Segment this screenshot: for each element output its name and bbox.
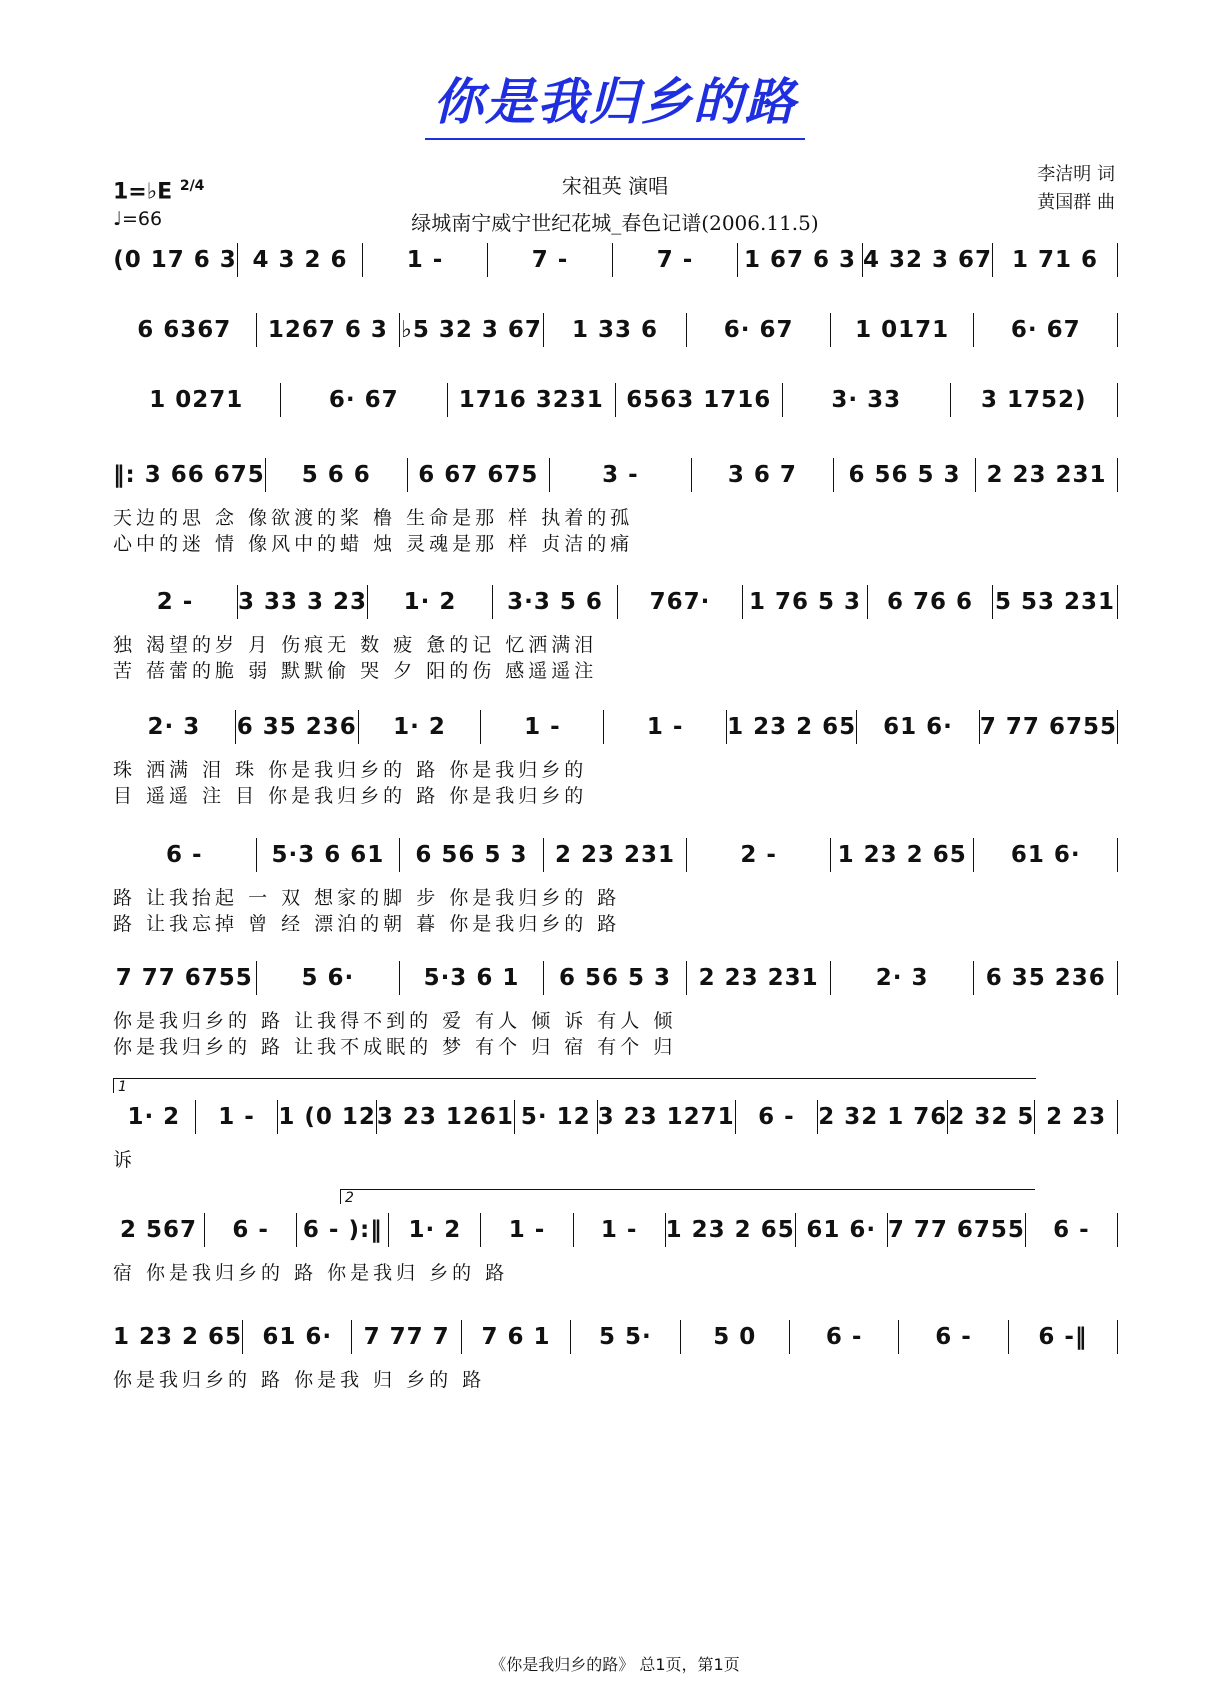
measure: 1 76 5 3: [743, 585, 868, 619]
measure: 6 56 5 3: [544, 961, 688, 995]
notation-line: [113, 1210, 1118, 1250]
measure: 1 -: [363, 243, 488, 277]
measure: 6 -: [790, 1320, 899, 1354]
measure: 1 71 6: [993, 243, 1118, 277]
measure: 1 -: [604, 710, 727, 744]
measure: 1267 6 3: [257, 313, 401, 347]
measure: 3·3 5 6: [493, 585, 618, 619]
composer: 黄国群 曲: [1037, 192, 1115, 213]
measure: (0 17 6 3: [113, 243, 238, 277]
lyric-line: 你是我归乡的 路 让我不成眠的 梦 有个 归 宿 有个 归: [113, 1036, 677, 1058]
measure: 6 6367: [113, 313, 257, 347]
key-label: 1=♭E: [113, 179, 173, 205]
lyric-line: 苦 蓓蕾的脆 弱 默默偷 哭 夕 阳的伤 感遥遥注: [113, 660, 598, 682]
notation-line: [113, 582, 1118, 622]
measure: 6· 67: [687, 313, 831, 347]
measure: 1 23 2 65: [727, 710, 857, 744]
measure: 1 23 2 65: [666, 1213, 796, 1247]
measure: 1 -: [481, 710, 604, 744]
lyric-line: 你是我归乡的 路 让我得不到的 爱 有人 倾 诉 有人 倾: [113, 1010, 677, 1032]
notation-line: [113, 1097, 1118, 1137]
measure: 6 -: [113, 838, 257, 872]
lyric-line: 你是我归乡的 路 你是我 归 乡的 路: [113, 1369, 486, 1391]
measure: 5 6·: [257, 961, 401, 995]
lyric-line: 珠 洒满 泪 珠 你是我归乡的 路 你是我归乡的: [113, 759, 588, 781]
measure: 2· 3: [831, 961, 975, 995]
measure: 1 23 2 65: [831, 838, 975, 872]
tempo-marking: ♩=66: [113, 208, 163, 230]
measure: 7 77 6755: [980, 710, 1118, 744]
measure: 1· 2: [389, 1213, 481, 1247]
measure: 6 56 5 3: [400, 838, 544, 872]
measure: 6 67 675: [408, 458, 550, 492]
lyricist: 李洁明 词: [1037, 164, 1115, 185]
measure: 3 6 7: [692, 458, 834, 492]
notation-line: [113, 310, 1118, 350]
measure: ‖: 3 66 675: [113, 458, 266, 492]
measure: 1 -: [196, 1100, 279, 1134]
page-footer: 《你是我归乡的路》 总1页，第1页: [490, 1655, 740, 1674]
song-title-wrap: [0, 62, 1230, 140]
measure: 7 -: [613, 243, 738, 277]
measure: 61 6·: [243, 1320, 352, 1354]
measure: 2 23 231: [976, 458, 1118, 492]
notation-line: [113, 380, 1118, 420]
lyric-line: 宿 你是我归乡的 路 你是我归 乡的 路: [113, 1262, 509, 1284]
authors: [1037, 161, 1115, 217]
measure: 1 -: [481, 1213, 573, 1247]
measure: 6 -: [899, 1320, 1008, 1354]
volta-1: [113, 1078, 1036, 1093]
measure: 1· 2: [113, 1100, 196, 1134]
measure: 1· 2: [359, 710, 482, 744]
measure: 6 - ):‖: [297, 1213, 389, 1247]
measure: 7 77 6755: [113, 961, 257, 995]
measure: 2 32 1 76: [818, 1100, 948, 1134]
measure: 2 -: [687, 838, 831, 872]
measure: 1 (0 12: [278, 1100, 377, 1134]
volta-2: [340, 1189, 1035, 1204]
measure: 6· 67: [974, 313, 1118, 347]
notation-line: [113, 1317, 1118, 1357]
lyric-line: 路 让我抬起 一 双 想家的脚 步 你是我归乡的 路: [113, 887, 621, 909]
measure: 6 -: [205, 1213, 297, 1247]
measure: 61 6·: [857, 710, 980, 744]
notation-line: [113, 958, 1118, 998]
measure: 6563 1716: [616, 383, 784, 417]
measure: 61 6·: [796, 1213, 888, 1247]
lyric-line: 心中的迷 情 像风中的蜡 烛 灵魂是那 样 贞洁的痛: [113, 533, 634, 555]
measure: 6· 67: [281, 383, 449, 417]
measure: 3 23 1261: [377, 1100, 515, 1134]
measure: 7 77 7: [352, 1320, 461, 1354]
measure: 3 -: [550, 458, 692, 492]
measure: 4 32 3 67: [863, 243, 993, 277]
measure: 1 -: [574, 1213, 666, 1247]
measure: 767·: [618, 585, 743, 619]
song-title: 你是我归乡的路: [425, 62, 805, 140]
notation-line: [113, 707, 1118, 747]
measure: 1 0271: [113, 383, 281, 417]
measure: 3· 33: [783, 383, 951, 417]
measure: 5 5·: [571, 1320, 680, 1354]
measure: 5 6 6: [266, 458, 408, 492]
lyric-line: 目 遥遥 注 目 你是我归乡的 路 你是我归乡的: [113, 785, 588, 807]
measure: 1 67 6 3: [738, 243, 863, 277]
lyric-line: 天边的思 念 像欲渡的桨 橹 生命是那 样 执着的孤: [113, 507, 634, 529]
measure: 5 53 231: [993, 585, 1118, 619]
transcriber-credit: 绿城南宁威宁世纪花城_春色记谱(2006.11.5): [411, 211, 819, 235]
measure: ♭5 32 3 67: [400, 313, 544, 347]
singer-credit: 宋祖英 演唱: [561, 174, 669, 198]
notation-line: [113, 835, 1118, 875]
measure: 3 33 3 23: [238, 585, 368, 619]
measure: 2 23 231: [687, 961, 831, 995]
measure: 1 23 2 65: [113, 1320, 243, 1354]
measure: 7 77 6755: [888, 1213, 1026, 1247]
measure: 2· 3: [113, 710, 236, 744]
measure: 6 35 236: [236, 710, 359, 744]
measure: 6 76 6: [868, 585, 993, 619]
measure: 5 0: [681, 1320, 790, 1354]
volta-1-label: 1: [118, 1079, 127, 1095]
measure: 2 23 231: [544, 838, 688, 872]
measure: 2 567: [113, 1213, 205, 1247]
measure: 6 35 236: [974, 961, 1118, 995]
measure: 4 3 2 6: [238, 243, 363, 277]
measure: 2 -: [113, 585, 238, 619]
notation-line: [113, 240, 1118, 280]
volta-2-label: 2: [345, 1190, 354, 1206]
measure: 7 -: [488, 243, 613, 277]
measure: 1· 2: [368, 585, 493, 619]
measure: 1716 3231: [448, 383, 616, 417]
measure: 5·3 6 1: [400, 961, 544, 995]
measure: 6 -‖: [1009, 1320, 1118, 1354]
measure: 5·3 6 61: [257, 838, 401, 872]
measure: 1 0171: [831, 313, 975, 347]
measure: 6 -: [736, 1100, 819, 1134]
measure: 6 56 5 3: [834, 458, 976, 492]
time-signature: 2/4: [179, 178, 205, 194]
measure: 3 1752): [951, 383, 1119, 417]
measure: 6 -: [1026, 1213, 1118, 1247]
notation-line: [113, 455, 1118, 495]
measure: 2 32 5: [948, 1100, 1035, 1134]
measure: 2 23: [1035, 1100, 1118, 1134]
measure: 1 33 6: [544, 313, 688, 347]
measure: 3 23 1271: [598, 1100, 736, 1134]
measure: 7 6 1: [462, 1320, 571, 1354]
measure: 61 6·: [974, 838, 1118, 872]
measure: 5· 12: [515, 1100, 598, 1134]
lyric-line: 独 渴望的岁 月 伤痕无 数 疲 惫的记 忆洒满泪: [113, 634, 598, 656]
lyric-line: 诉: [113, 1149, 137, 1171]
lyric-line: 路 让我忘掉 曾 经 漂泊的朝 暮 你是我归乡的 路: [113, 913, 621, 935]
